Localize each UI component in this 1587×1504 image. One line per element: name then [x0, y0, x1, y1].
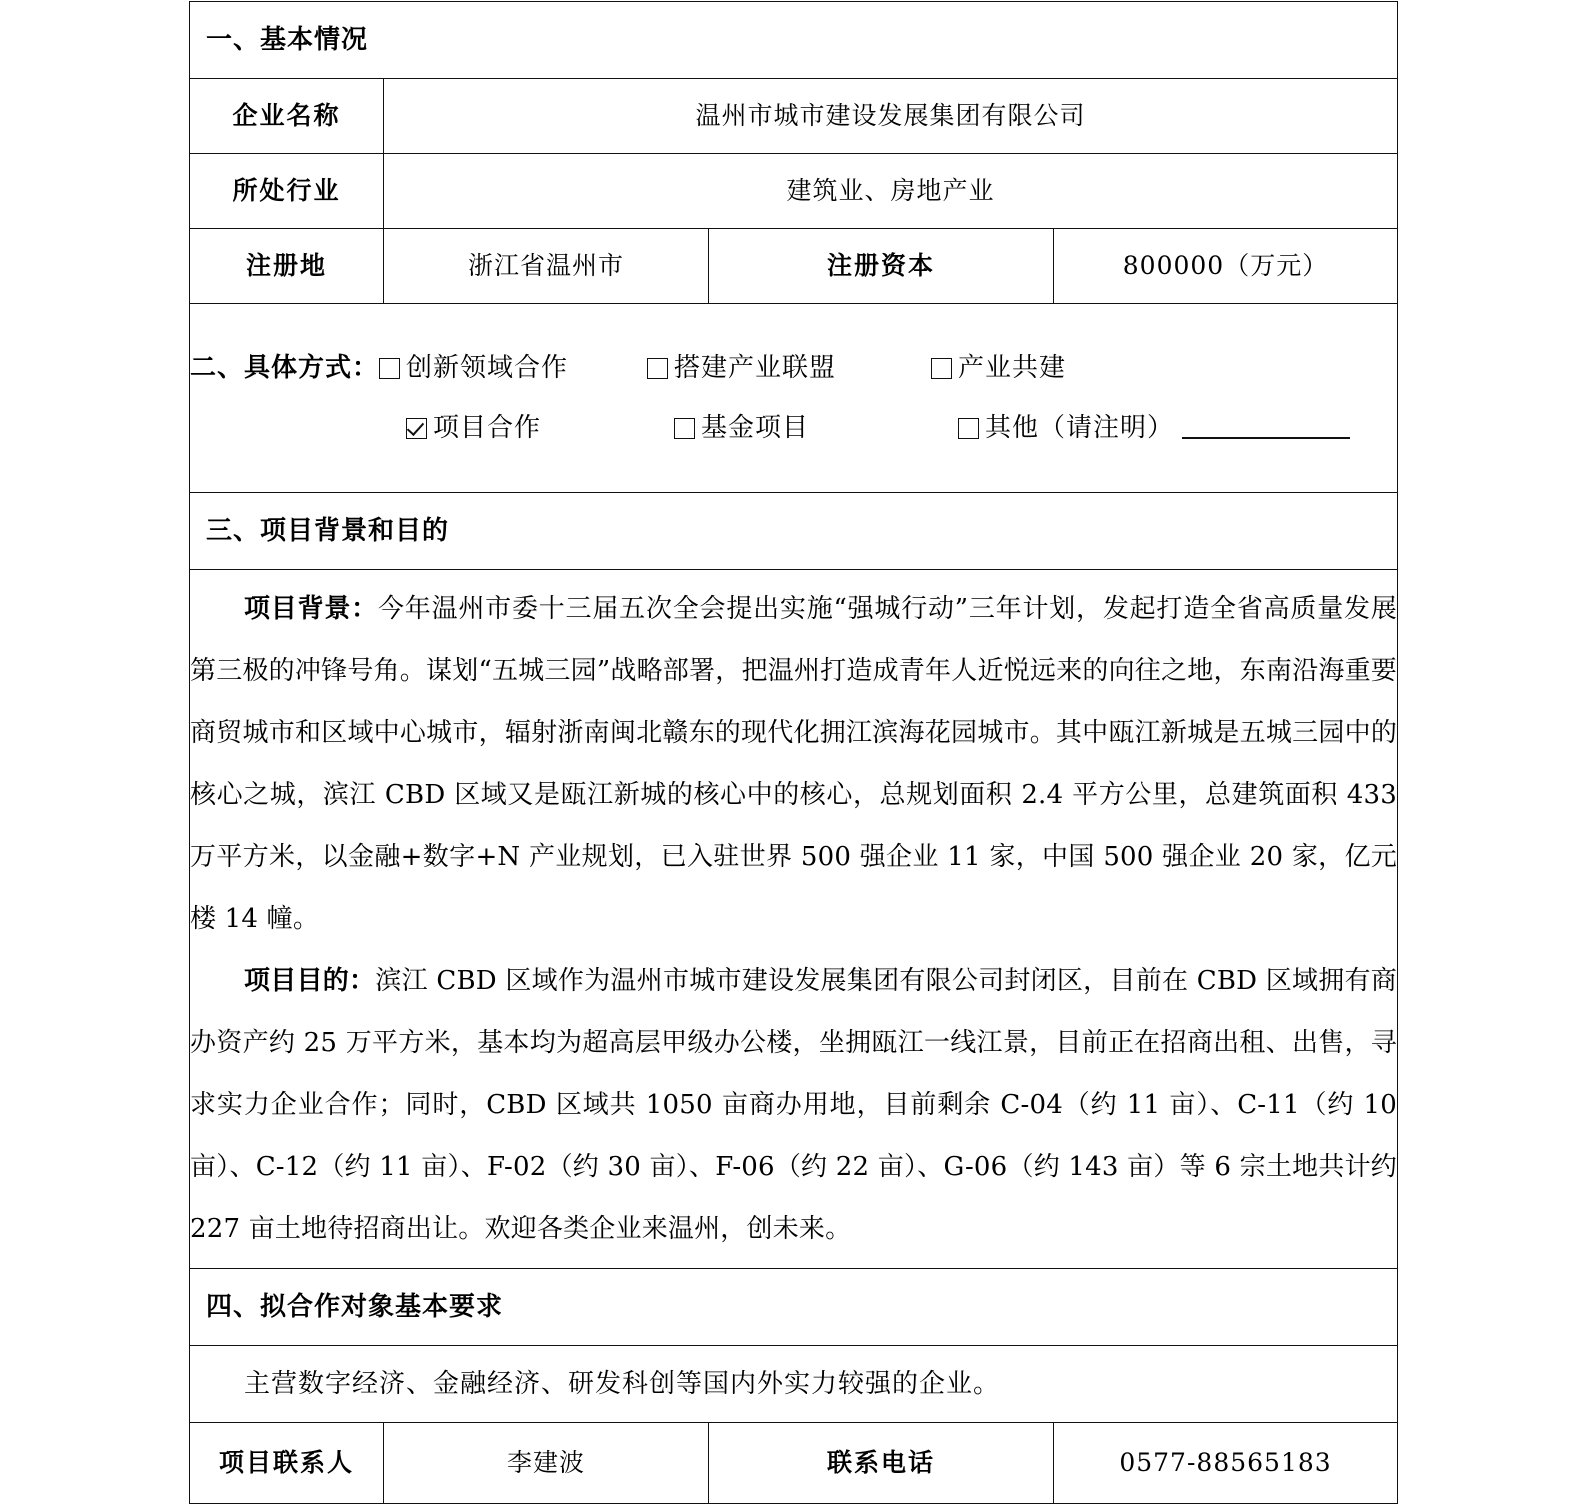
checkbox-option-fund-project[interactable] [674, 409, 958, 448]
label-registration-place: 注册地 [190, 229, 384, 304]
table-row-industry [190, 154, 1398, 229]
section-header-partner-requirement [190, 1269, 1398, 1346]
checkbox-option-other[interactable] [958, 409, 1350, 448]
checkbox-option-innovation-cooperation[interactable] [379, 349, 647, 388]
checkbox-icon[interactable] [958, 418, 979, 439]
checkbox-option-project-cooperation[interactable] [406, 409, 674, 448]
checkbox-label: 项目合作 [433, 412, 542, 443]
value-registration-place: 浙江省温州市 [384, 229, 709, 304]
label-company-name: 企业名称 [190, 79, 384, 154]
label-registered-capital: 注册资本 [709, 229, 1054, 304]
table-row-background-body [190, 570, 1398, 1269]
table-row-partner-requirement-body [190, 1346, 1398, 1423]
paragraph-project-background [190, 578, 1397, 950]
section-header-background [190, 493, 1398, 570]
table-row-company [190, 79, 1398, 154]
section-title-methods: 二、具体方式： [190, 352, 380, 383]
methods-line-1 [190, 338, 1397, 398]
table-row-contact [190, 1423, 1398, 1504]
table-row-registration [190, 229, 1398, 304]
section-row-background [190, 493, 1398, 570]
paragraph-project-purpose [190, 950, 1397, 1260]
methods-line-2 [190, 398, 1397, 458]
section-row-partner-requirement [190, 1269, 1398, 1346]
paragraph-background-label: 项目背景： [244, 594, 378, 624]
value-contact-phone: 0577-88565183 [1054, 1423, 1398, 1504]
checkbox-option-industry-co-construction[interactable] [931, 349, 1066, 388]
checkbox-option-industry-alliance[interactable] [647, 349, 931, 388]
methods-cell [190, 304, 1398, 493]
paragraph-purpose-text: 滨江 CBD 区域作为温州市城市建设发展集团有限公司封闭区，目前在 CBD 区域拥有商办资产约 25 万平方米，基本均为超高层甲级办公楼，坐拥瓯江一线江景，目前正在招商出租、出售，寻求实力企业合作；同时，CBD 区域共 1050 亩商办用地，目前剩余 C-04（约 11 亩）、C-11（约 10 亩）、C-12（约 11 亩）、F-02（约 30 亩）、F-06（约 22 亩）、G-06（约 143 亩）等 6 宗土地共计约 227 亩土地待招商出让。欢迎各类企业来温州，创未来。 [190, 966, 1398, 1244]
label-contact-person: 项目联系人 [190, 1423, 384, 1504]
section-title-background: 三、项目背景和目的 [206, 515, 450, 546]
checkbox-label: 产业共建 [958, 352, 1067, 383]
section-title-basic-info: 一、基本情况 [206, 24, 369, 55]
value-contact-person: 李建波 [384, 1423, 709, 1504]
partner-requirement-text: 主营数字经济、金融经济、研发科创等国内外实力较强的企业。 [244, 1368, 1001, 1399]
partner-requirement-cell [190, 1346, 1398, 1423]
checkbox-label: 创新领域合作 [406, 352, 569, 383]
checkbox-label: 搭建产业联盟 [674, 352, 837, 383]
checkbox-label: 基金项目 [701, 412, 810, 443]
background-body-cell [190, 570, 1398, 1269]
label-contact-phone: 联系电话 [709, 1423, 1054, 1504]
checkbox-icon[interactable] [647, 358, 668, 379]
table-row-methods [190, 304, 1398, 493]
value-registered-capital: 800000（万元） [1054, 229, 1398, 304]
section-row-basic-info [190, 2, 1398, 79]
checkbox-checked-icon[interactable] [406, 418, 427, 439]
value-industry: 建筑业、房地产业 [384, 154, 1398, 229]
cooperation-intent-form [189, 1, 1398, 1504]
other-fill-in-blank[interactable] [1182, 417, 1350, 439]
checkbox-label: 其他（请注明） [985, 412, 1175, 443]
checkbox-icon[interactable] [379, 358, 400, 379]
label-industry: 所处行业 [190, 154, 384, 229]
checkbox-icon[interactable] [931, 358, 952, 379]
section-header-basic-info [190, 2, 1398, 79]
paragraph-purpose-label: 项目目的： [244, 966, 376, 996]
paragraph-background-text: 今年温州市委十三届五次全会提出实施“强城行动”三年计划，发起打造全省高质量发展第三极的冲锋号角。谋划“五城三园”战略部署，把温州打造成青年人近悦远来的向往之地，东南沿海重要商贸城市和区域中心城市，辐射浙南闽北赣东的现代化拥江滨海花园城市。其中瓯江新城是五城三园中的核心之城，滨江 CBD 区域又是瓯江新城的核心中的核心，总规划面积 2.4 平方公里，总建筑面积 433 万平方米，以金融+数字+N 产业规划，已入驻世界 500 强企业 11 家，中国 500 强企业 20 家，亿元楼 14 幢。 [190, 594, 1398, 934]
checkbox-icon[interactable] [674, 418, 695, 439]
value-company-name: 温州市城市建设发展集团有限公司 [384, 79, 1398, 154]
section-title-partner-requirement: 四、拟合作对象基本要求 [206, 1291, 504, 1322]
